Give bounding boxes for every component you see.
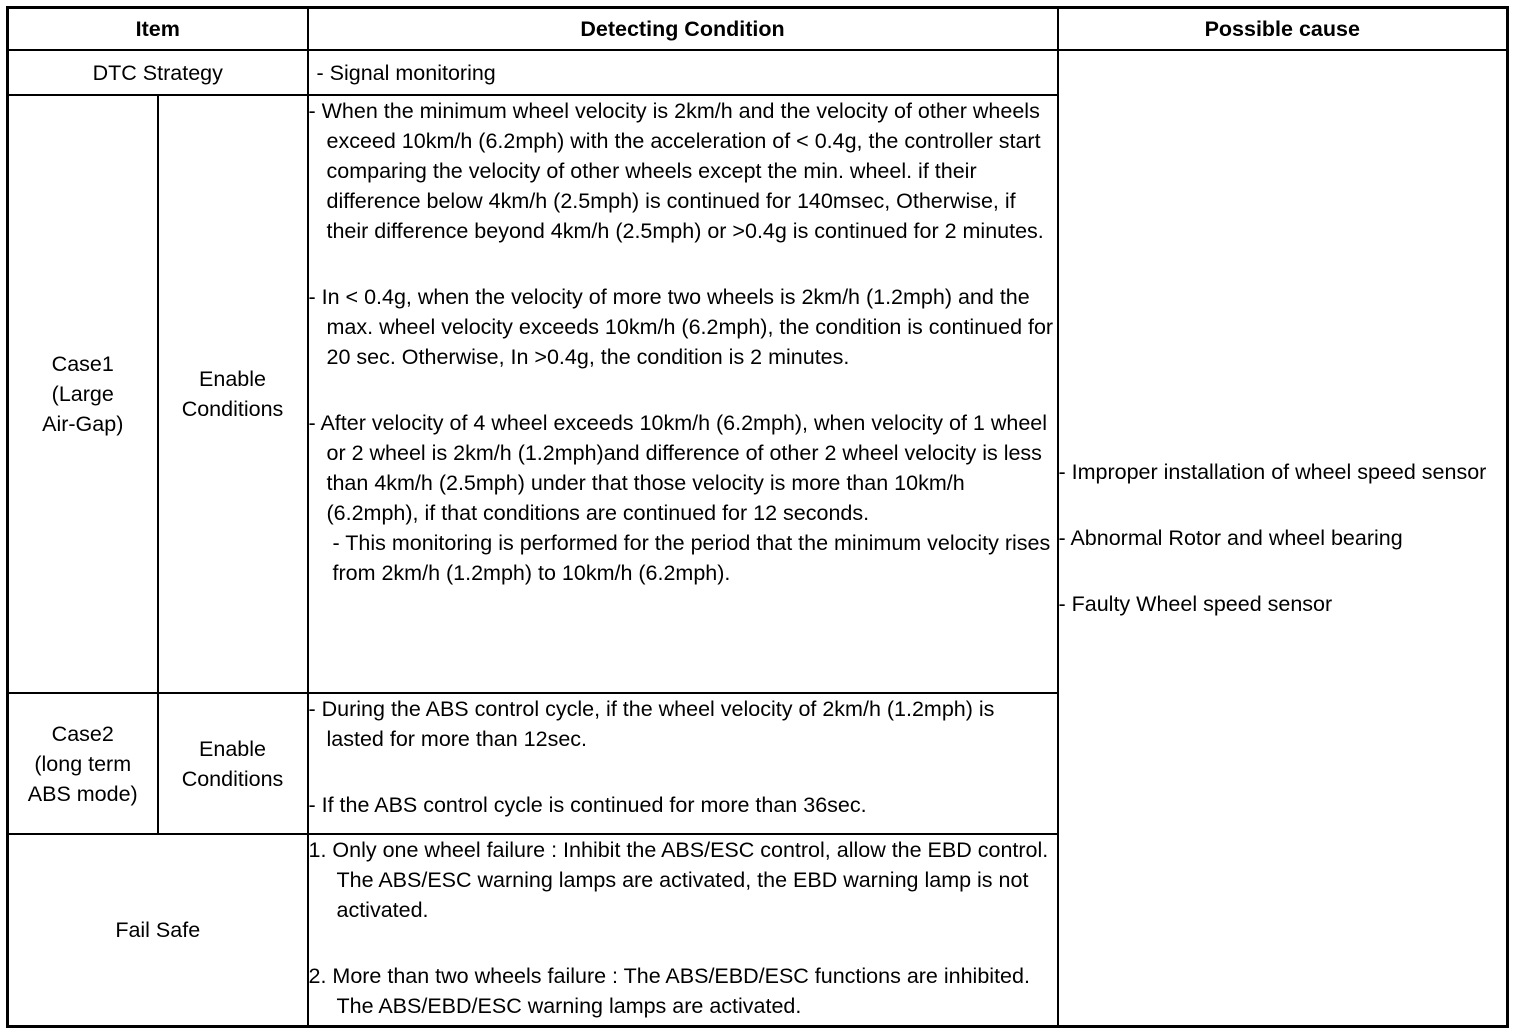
header-possible-cause: Possible cause [1058,8,1508,51]
fail-safe-item: 2. More than two wheels failure : The ABS/EBD/ESC functions are inhibited. The ABS/EBD/ESC warning lamps are activated. [308,964,1030,1018]
cause-item: - Faulty Wheel speed sensor [1058,592,1333,616]
fail-safe-items [308,834,1058,1027]
cause-item: - Abnormal Rotor and wheel bearing [1058,526,1403,550]
header-item: Item [8,8,308,51]
row-dtc-strategy [8,50,1508,95]
condition-note: - This monitoring is performed for the period that the minimum velocity rises from 2km/h (1.2mph) to 10km/h (6.2mph). [332,531,1051,585]
fail-safe-label: Fail Safe [8,834,308,1027]
dtc-spec-table [6,6,1509,1028]
case1-label: Case1 (Large Air-Gap) [8,95,158,693]
case2-label: Case2 (long term ABS mode) [8,693,158,834]
header-detecting-condition: Detecting Condition [308,8,1058,51]
dtc-strategy-label: DTC Strategy [8,50,308,95]
possible-cause-cell [1058,50,1508,1027]
dtc-strategy-value: - Signal monitoring [316,60,496,85]
fail-safe-item: 1. Only one wheel failure : Inhibit the ABS/ESC control, allow the EBD control. The ABS/ESC warning lamps are activated, the EBD warning lamp is not activated. [308,838,1049,922]
condition-item: - When the minimum wheel velocity is 2km/h and the velocity of other wheels exceed 10km/h (6.2mph) with the acceleration of < 0.4g, the controller start comparing the velocity of other wheels except the min. wheel. if their difference below 4km/h (2.5mph) is continued for 140msec, Otherwise, if their difference beyond 4km/h (2.5mph) or >0.4g is continued for 2 minutes. [308,99,1044,243]
case2-sublabel: Enable Conditions [158,693,308,834]
condition-item: - During the ABS control cycle, if the wheel velocity of 2km/h (1.2mph) is lasted for more than 12sec. [308,697,995,751]
case2-conditions [308,693,1058,834]
condition-item: - After velocity of 4 wheel exceeds 10km/h (6.2mph), when velocity of 1 wheel or 2 wheel is 2km/h (1.2mph)and difference of other 2 wheel velocity is less than 4km/h (2.5mph) under that those velocity is more than 10km/h (6.2mph), if that conditions are continued for 12 seconds. [308,411,1048,525]
condition-item: - In < 0.4g, when the velocity of more two wheels is 2km/h (1.2mph) and the max. wheel velocity exceeds 10km/h (6.2mph), the condition is continued for 20 sec. Otherwise, In >0.4g, the condition is 2 minutes. [308,285,1054,369]
case1-conditions [308,95,1058,693]
header-row [8,8,1508,51]
case1-sublabel: Enable Conditions [158,95,308,693]
cause-item: - Improper installation of wheel speed sensor [1058,460,1487,484]
condition-item: - If the ABS control cycle is continued for more than 36sec. [308,793,867,817]
